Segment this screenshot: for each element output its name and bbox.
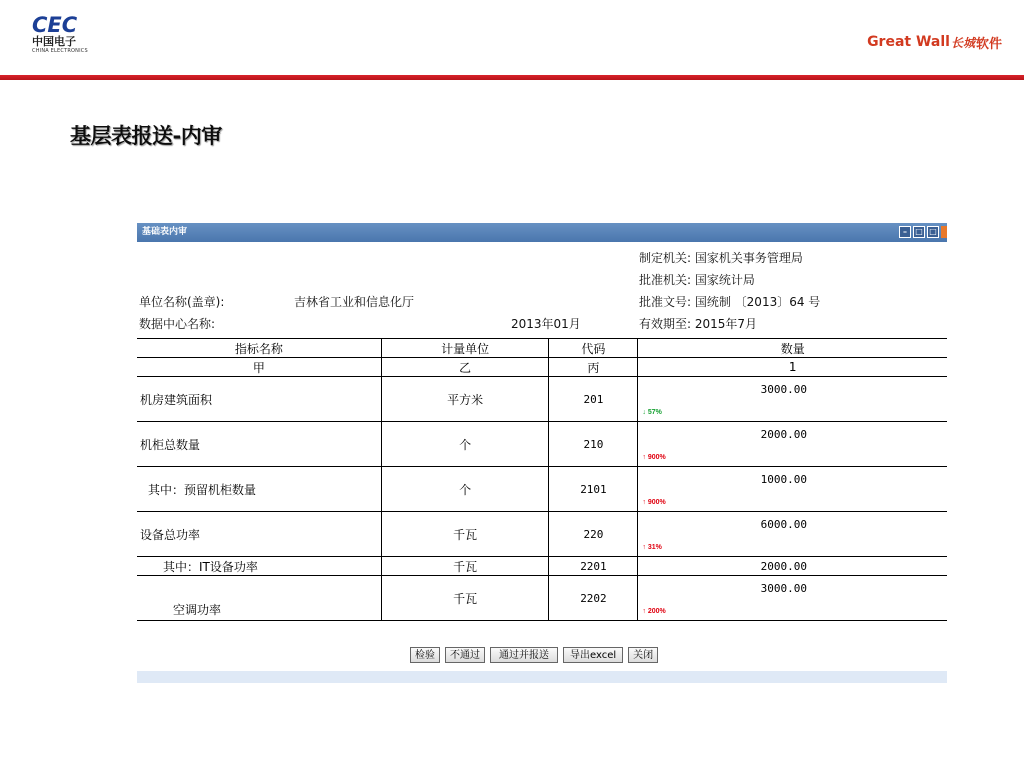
- change-indicator: ↑ 900%: [642, 499, 666, 506]
- issuer-text: 制定机关: 国家机关事务管理局: [639, 251, 803, 265]
- table-row: [137, 557, 947, 576]
- row-qty-cell[interactable]: [638, 576, 947, 621]
- arrow-up-icon: ↑: [642, 608, 646, 615]
- row-name: 其中：预留机柜数量: [137, 467, 381, 512]
- subheader-qty: 1: [638, 358, 947, 377]
- table-subheader-row: [137, 358, 947, 377]
- valid-until: 有效期至: 2015年7月: [639, 317, 758, 331]
- cec-logo: [32, 14, 102, 54]
- row-unit: 千瓦: [381, 557, 549, 576]
- row-unit: 平方米: [381, 377, 549, 422]
- greatwall-logo-text: Great Wall: [867, 34, 950, 50]
- table-row: [137, 422, 947, 467]
- check-button[interactable]: 检验: [410, 647, 440, 663]
- row-qty-cell[interactable]: [638, 512, 947, 557]
- window-controls: [899, 226, 947, 238]
- greatwall-logo-soft: 软件: [975, 36, 1002, 52]
- change-indicator: ↑ 900%: [642, 454, 666, 461]
- row-qty-value: 6000.00: [760, 518, 807, 531]
- row-name: 设备总功率: [137, 512, 381, 557]
- header-divider: [0, 75, 1024, 80]
- row-name: 其中：IT设备功率: [137, 557, 381, 576]
- greatwall-logo-mark: 长城: [950, 35, 975, 50]
- action-bar: [410, 647, 658, 663]
- row-name: 机房建筑面积: [137, 377, 381, 422]
- arrow-up-icon: ↑: [642, 499, 646, 506]
- cec-logo-text: CEC: [32, 13, 78, 37]
- row-unit: 个: [381, 467, 549, 512]
- subheader-name: 甲: [137, 358, 381, 377]
- window-title: 基础表内审: [142, 227, 188, 237]
- row-qty-cell[interactable]: [638, 422, 947, 467]
- table-row: [137, 512, 947, 557]
- row-qty-value: 3000.00: [760, 582, 807, 595]
- row-code: 2201: [549, 557, 638, 576]
- row-qty-cell[interactable]: [638, 377, 947, 422]
- reject-button[interactable]: 不通过: [445, 647, 485, 663]
- row-code: 2202: [549, 576, 638, 621]
- window-footer: [137, 671, 947, 683]
- row-name: 空调功率: [137, 576, 381, 621]
- row-qty-cell[interactable]: [638, 467, 947, 512]
- row-code: 2101: [549, 467, 638, 512]
- header-code: 代码: [549, 339, 638, 358]
- subheader-code: 丙: [549, 358, 638, 377]
- change-indicator: ↓ 57%: [642, 409, 662, 416]
- table-row: [137, 377, 947, 422]
- cec-logo-cn: 中国电子: [32, 35, 76, 48]
- export-excel-button[interactable]: 导出excel: [563, 647, 623, 663]
- report-period: 2013年01月: [511, 317, 581, 331]
- cec-logo-en: CHINA ELECTRONICS: [32, 48, 88, 54]
- header-qty: 数量: [638, 339, 947, 358]
- center-label: 数据中心名称:: [139, 317, 216, 331]
- approval-number: 批准文号: 国统制 〔2013〕64 号: [639, 295, 821, 309]
- arrow-up-icon: ↑: [642, 544, 646, 551]
- greatwall-logo: [867, 22, 1002, 62]
- table-row: [137, 467, 947, 512]
- row-qty-value: 2000.00: [760, 560, 807, 573]
- unit-label: 单位名称(盖章):: [139, 295, 225, 309]
- row-qty-value: 2000.00: [760, 428, 807, 441]
- data-table: [137, 338, 947, 621]
- approve-submit-button[interactable]: 通过并报送: [490, 647, 558, 663]
- review-window: [137, 223, 947, 683]
- minimize-icon[interactable]: –: [899, 226, 911, 238]
- header-name: 指标名称: [137, 339, 381, 358]
- row-code: 210: [549, 422, 638, 467]
- close-button[interactable]: 关闭: [628, 647, 658, 663]
- row-unit: 千瓦: [381, 512, 549, 557]
- restore-icon[interactable]: □: [913, 226, 925, 238]
- row-unit: 个: [381, 422, 549, 467]
- table-header-row: [137, 339, 947, 358]
- row-unit: 千瓦: [381, 576, 549, 621]
- arrow-up-icon: ↑: [642, 454, 646, 461]
- close-icon[interactable]: [941, 226, 947, 238]
- row-qty-cell[interactable]: [638, 557, 947, 576]
- subheader-unit: 乙: [381, 358, 549, 377]
- maximize-icon[interactable]: □: [927, 226, 939, 238]
- table-row: [137, 576, 947, 621]
- row-code: 220: [549, 512, 638, 557]
- header-unit: 计量单位: [381, 339, 549, 358]
- row-name: 机柜总数量: [137, 422, 381, 467]
- row-code: 201: [549, 377, 638, 422]
- approver-text: 批准机关: 国家统计局: [639, 273, 755, 287]
- change-indicator: ↑ 200%: [642, 608, 666, 615]
- window-title-bar: [137, 223, 947, 242]
- row-qty-value: 1000.00: [760, 473, 807, 486]
- change-indicator: ↑ 31%: [642, 544, 662, 551]
- arrow-down-icon: ↓: [642, 409, 646, 416]
- unit-value: 吉林省工业和信息化厅: [294, 295, 415, 309]
- row-qty-value: 3000.00: [760, 383, 807, 396]
- page-title: 基层表报送-内审: [70, 124, 222, 148]
